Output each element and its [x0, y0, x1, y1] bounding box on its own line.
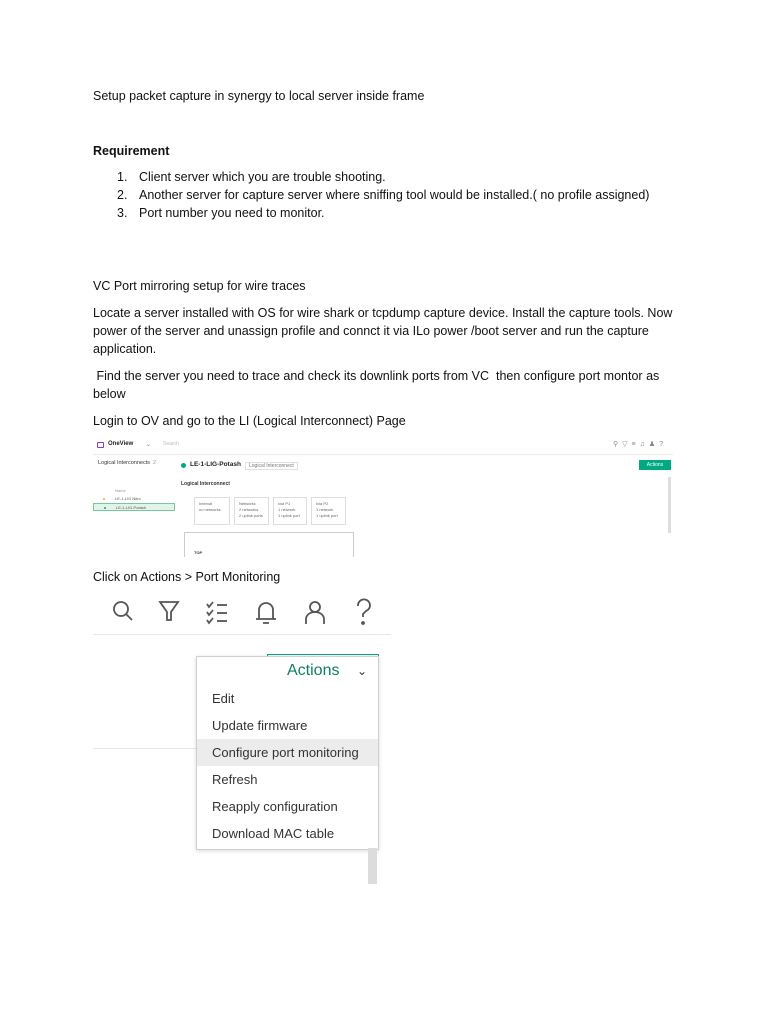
chevron-down-icon[interactable]: ⌄	[146, 442, 152, 448]
paragraph-locate-server: Locate a server installed with OS for wire shark or tcpdump capture device. Install the capture tools. Now power of the server and unassign profile and connct it via ILo power /boot server and run the capture application.	[93, 306, 673, 356]
tasks-icon[interactable]	[207, 602, 227, 623]
status-dot-icon	[103, 498, 105, 500]
user-icon[interactable]	[306, 602, 324, 624]
login-instruction: Login to OV and go to the LI (Logical Interconnect) Page	[93, 414, 406, 428]
menu-item-configure-port-monitoring[interactable]: Configure port monitoring	[197, 739, 378, 766]
chevron-down-icon: ⌄	[357, 664, 368, 678]
frame-box	[184, 532, 354, 557]
li-title: LE-1-LIG-Potash	[190, 461, 241, 468]
menu-item-reapply-configuration[interactable]: Reapply configuration	[212, 799, 338, 814]
oneview-brand: OneView	[108, 441, 134, 447]
list-item: 1. Client server which you are trouble shooting.	[117, 170, 386, 184]
sidebar-count: 2	[153, 460, 157, 466]
status-dot-icon	[104, 507, 106, 509]
doc-title: Setup packet capture in synergy to local server inside frame	[93, 89, 425, 103]
requirements-list	[93, 168, 653, 222]
list-item: 3. Port number you need to monitor.	[117, 206, 325, 220]
section-label: Logical Interconnect	[181, 481, 230, 487]
uplink-set-card[interactable]: Networks 2 networks 2 uplink ports	[234, 497, 269, 525]
menu-item-download-mac-table[interactable]: Download MAC table	[212, 826, 335, 841]
menu-item-update-firmware[interactable]: Update firmware	[212, 718, 308, 733]
list-item: 2. Another server for capture server where sniffing tool would be installed.( no profile assigned)	[117, 188, 650, 202]
sidebar-title: Logical Interconnects	[98, 460, 150, 466]
menu-item-refresh[interactable]: Refresh	[212, 772, 258, 787]
search-icon[interactable]	[114, 602, 132, 620]
actions-dropdown-menu	[196, 656, 379, 850]
uplink-set-card[interactable]: Ixia P2 1 network 1 uplink port	[311, 497, 346, 525]
sidebar-item-lig-nitro[interactable]: LE-1-LIG Nitro	[93, 495, 175, 503]
actions-button-small[interactable]: Actions	[639, 460, 671, 470]
bell-icon[interactable]	[256, 603, 276, 623]
actions-menu-header[interactable]	[197, 657, 378, 685]
oneview-topbar	[93, 437, 673, 455]
scrollbar[interactable]	[668, 477, 671, 533]
uplink-set-card[interactable]: Ixia P1 1 network 1 uplink port	[273, 497, 307, 525]
uplink-set-card[interactable]: Interval no networks	[194, 497, 230, 525]
menu-item-edit[interactable]: Edit	[212, 691, 235, 706]
paragraph-find-server: Find the server you need to trace and check its downlink ports from VC then configure port montor as below	[93, 369, 663, 401]
search-input[interactable]: Search	[163, 441, 179, 447]
divider	[93, 748, 197, 749]
scrollbar[interactable]	[368, 848, 377, 884]
toolbar-icons[interactable]: ⚲▽≡♫♟?	[612, 441, 667, 448]
toolbar-icons-large	[109, 594, 399, 630]
filter-icon[interactable]	[160, 602, 178, 620]
help-icon[interactable]	[358, 599, 370, 624]
status-ok-icon	[181, 463, 186, 468]
frame-label: TOP	[194, 550, 203, 555]
li-view-select[interactable]: Logical Interconnect	[245, 462, 298, 470]
oneview-logo-icon	[97, 442, 104, 448]
divider	[93, 634, 391, 635]
click-instruction: Click on Actions > Port Monitoring	[93, 570, 281, 584]
actions-menu-screenshot	[93, 592, 393, 892]
section-heading: VC Port mirroring setup for wire traces	[93, 279, 306, 293]
actions-label: Actions	[287, 662, 340, 679]
sidebar-column-header[interactable]: Name	[115, 488, 126, 493]
oneview-screenshot	[93, 437, 673, 557]
sidebar-item-lig-potash[interactable]: LE-1-LIG-Potash	[93, 503, 175, 511]
requirement-heading: Requirement	[93, 144, 170, 158]
